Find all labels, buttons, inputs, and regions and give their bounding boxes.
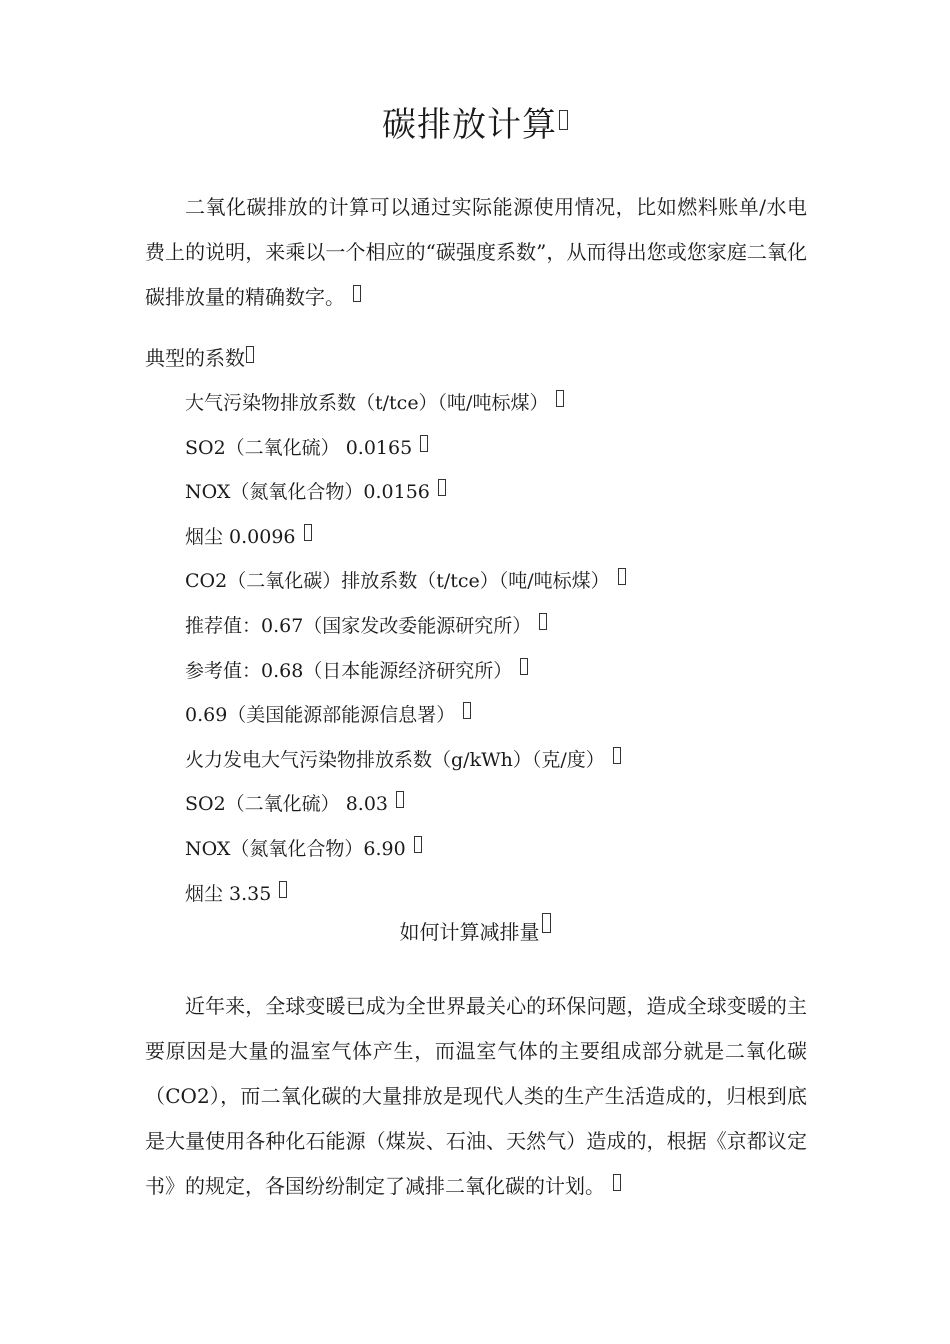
list-item: 烟尘 0.0096: [185, 515, 626, 560]
intro-text: 二氧化碳排放的计算可以通过实际能源使用情况，比如燃料账单/水电费上的说明，来乘以一个相应的“碳强度系数”，从而得出您或您家庭二氧化碳排放量的精确数字。: [145, 195, 807, 309]
typical-coefficients-heading: [145, 336, 254, 381]
paragraph-mark-icon: [542, 913, 551, 933]
intro-paragraph: [145, 185, 807, 320]
paragraph-mark-icon: [279, 881, 287, 898]
reduction-text: 近年来，全球变暖已成为全世界最关心的环保问题，造成全球变暖的主要原因是大量的温室气体产生，而温室气体的主要组成部分就是二氧化碳（CO2），而二氧化碳的大量排放是现代人类的生产生活造成的，归根到底是大量使用各种化石能源（煤炭、石油、天然气）造成的，根据《京都议定书》的规定，各国纷纷制定了减排二氧化碳的计划。: [145, 994, 807, 1198]
list-item: SO2（二氧化硫） 0.0165: [185, 426, 626, 471]
list-item: NOX（氮氧化合物）0.0156: [185, 470, 626, 515]
coefficient-list: [185, 381, 626, 916]
list-item: 火力发电大气污染物排放系数（g/kWh）（克/度）: [185, 738, 626, 783]
paragraph-mark-icon: [414, 836, 422, 853]
paragraph-mark-icon: [520, 658, 528, 675]
reduction-heading: [0, 910, 950, 955]
list-item: 烟尘 3.35: [185, 872, 626, 917]
paragraph-mark-icon: [556, 390, 564, 407]
paragraph-mark-icon: [613, 1174, 621, 1191]
document-title: [0, 100, 950, 150]
list-item: SO2（二氧化硫） 8.03: [185, 782, 626, 827]
paragraph-mark-icon: [613, 747, 621, 764]
paragraph-mark-icon: [396, 791, 404, 808]
paragraph-mark-icon: [438, 479, 446, 496]
reduction-heading-text: 如何计算减排量: [399, 920, 540, 944]
paragraph-mark-icon: [463, 702, 471, 719]
paragraph-mark-icon: [559, 110, 568, 130]
paragraph-mark-icon: [618, 568, 626, 585]
reduction-paragraph: [145, 984, 807, 1209]
list-item: 大气污染物排放系数（t/tce）（吨/吨标煤）: [185, 381, 626, 426]
title-text: 碳排放计算: [382, 105, 557, 145]
paragraph-mark-icon: [246, 346, 254, 363]
list-item: 0.69（美国能源部能源信息署）: [185, 693, 626, 738]
paragraph-mark-icon: [420, 435, 428, 452]
paragraph-mark-icon: [304, 524, 312, 541]
list-item: 参考值：0.68（日本能源经济研究所）: [185, 649, 626, 694]
list-item: CO2（二氧化碳）排放系数（t/tce）（吨/吨标煤）: [185, 559, 626, 604]
paragraph-mark-icon: [539, 613, 547, 630]
paragraph-mark-icon: [353, 285, 361, 302]
list-item: NOX（氮氧化合物）6.90: [185, 827, 626, 872]
list-item: 推荐值：0.67（国家发改委能源研究所）: [185, 604, 626, 649]
typical-heading-text: 典型的系数: [145, 346, 245, 370]
